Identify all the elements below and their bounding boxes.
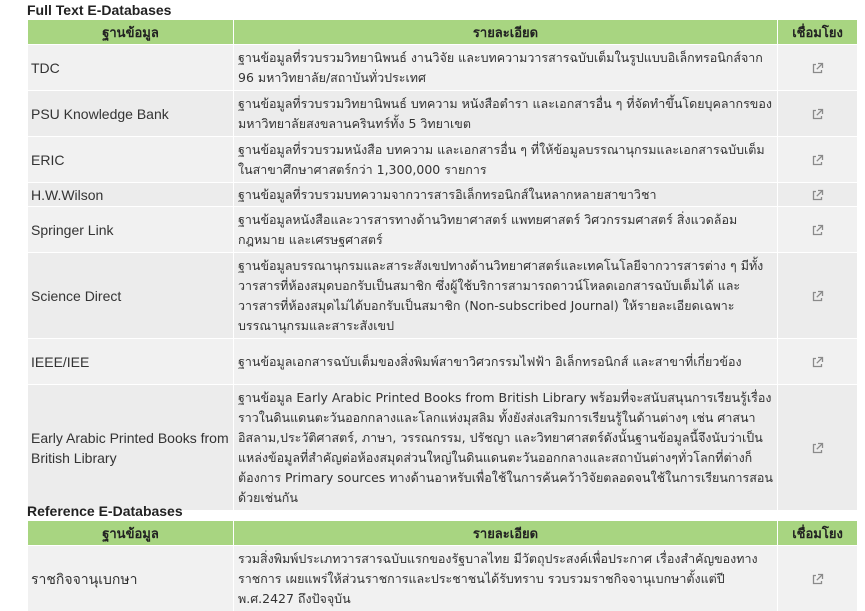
external-link-icon[interactable] bbox=[811, 442, 824, 455]
database-detail: ฐานข้อมูลเอกสารฉบับเต็มของสิ่งพิมพ์สาขาวิศวกรรมไฟฟ้า อิเล็กทรอนิกส์ และสาขาที่เกี่ยวข้อง bbox=[234, 339, 778, 385]
header-link: เชื่อมโยง bbox=[778, 521, 858, 546]
database-name: H.W.Wilson bbox=[28, 183, 234, 207]
database-name: PSU Knowledge Bank bbox=[28, 91, 234, 137]
table-row bbox=[28, 183, 858, 207]
link-cell bbox=[778, 45, 858, 91]
reference-table bbox=[27, 520, 858, 611]
database-name: ราชกิจจานุเบกษา bbox=[28, 546, 234, 611]
header-name: ฐานข้อมูล bbox=[28, 521, 234, 546]
header-detail: รายละเอียด bbox=[234, 20, 778, 45]
external-link-icon[interactable] bbox=[811, 62, 824, 75]
external-link-icon[interactable] bbox=[811, 224, 824, 237]
database-name: Early Arabic Printed Books from British Library bbox=[28, 385, 234, 511]
link-cell bbox=[778, 207, 858, 253]
external-link-icon[interactable] bbox=[811, 356, 824, 369]
header-link: เชื่อมโยง bbox=[778, 20, 858, 45]
full-text-table bbox=[27, 19, 858, 511]
database-detail: ฐานข้อมูลบรรณานุกรมและสาระสังเขปทางด้านวิทยาศาสตร์และเทคโนโลยีจากวารสารต่าง ๆ มีทั้งวารสารที่ห้องสมุดบอกรับเป็นสมาชิก ซึ่งผู้ใช้บริการสามารถดาวน์โหลดเอกสารฉบับเต็มได้ และวารสารที่ห้องสมุดไม่ได้บอกรับเป็นสมาชิก (Non-subscribed Journal) ให้รายละเอียดเฉพาะบรรณานุกรมและสาระสังเขป bbox=[234, 253, 778, 339]
external-link-icon[interactable] bbox=[811, 154, 824, 167]
section-title-full-text: Full Text E-Databases bbox=[27, 2, 172, 18]
link-cell bbox=[778, 253, 858, 339]
database-name: Springer Link bbox=[28, 207, 234, 253]
table-row bbox=[28, 137, 858, 183]
table-row bbox=[28, 253, 858, 339]
database-detail: ฐานข้อมูลที่รวบรวมหนังสือ บทความ และเอกสารอื่น ๆ ที่ให้ข้อมูลบรรณานุกรมและเอกสารฉบับเต็มในสาขาศึกษาศาสตร์กว่า 1,300,000 รายการ bbox=[234, 137, 778, 183]
table-row bbox=[28, 91, 858, 137]
external-link-icon[interactable] bbox=[811, 573, 824, 586]
external-link-icon[interactable] bbox=[811, 189, 824, 202]
database-name: ERIC bbox=[28, 137, 234, 183]
database-detail: ฐานข้อมูลที่รวบรวมวิทยานิพนธ์ บทความ หนังสือตำรา และเอกสารอื่น ๆ ที่จัดทำขึ้นโดยบุคลากรของมหาวิทยาลัยสงขลานครินทร์ทั้ง 5 วิทยาเขต bbox=[234, 91, 778, 137]
table-row bbox=[28, 385, 858, 511]
section-title-reference: Reference E-Databases bbox=[27, 503, 183, 519]
header-detail: รายละเอียด bbox=[234, 521, 778, 546]
table-row bbox=[28, 339, 858, 385]
link-cell bbox=[778, 385, 858, 511]
table-row bbox=[28, 207, 858, 253]
external-link-icon[interactable] bbox=[811, 290, 824, 303]
link-cell bbox=[778, 91, 858, 137]
header-name: ฐานข้อมูล bbox=[28, 20, 234, 45]
external-link-icon[interactable] bbox=[811, 108, 824, 121]
link-cell bbox=[778, 546, 858, 611]
database-detail: ฐานข้อมูลหนังสือและวารสารทางด้านวิทยาศาสตร์ แพทยศาสตร์ วิศวกรรมศาสตร์ สิ่งแวดล้อม กฎหมาย และเศรษฐศาสตร์ bbox=[234, 207, 778, 253]
database-detail: ฐานข้อมูลที่รวบรวมวิทยานิพนธ์ งานวิจัย และบทความวารสารฉบับเต็มในรูปแบบอิเล็กทรอนิกส์จาก 96 มหาวิทยาลัย/สถาบันทั่วประเทศ bbox=[234, 45, 778, 91]
link-cell bbox=[778, 137, 858, 183]
database-name: Science Direct bbox=[28, 253, 234, 339]
database-detail: ฐานข้อมูล Early Arabic Printed Books from British Library พร้อมที่จะสนับสนุนการเรียนรู้เรื่องราวในดินแดนตะวันออกกลางและโลกแห่งมุสลิม ทั้งยังส่งเสริมการเรียนรู้ในด้านต่างๆ เช่น ศาสนาอิสลาม,ประวัติศาสตร์, ภาษา, วรรณกรรม, ปรัชญา และวิทยาศาสตร์ดังนั้นฐานข้อมูลนี้จึงนับว่าเป็นแหล่งข้อมูลที่สำคัญต่อห้องสมุดส่วนใหญ่ในดินแดนตะวันออกกลางและสถาบันต่างๆทั่วโลกที่ต่างก็ต้องการ Primary sources ทางด้านอาหรับเพื่อใช้ในการค้นคว้าวิจัยตลอดจนใช้ในการเรียนการสอนด้วยเช่นกัน bbox=[234, 385, 778, 511]
link-cell bbox=[778, 339, 858, 385]
database-detail: ฐานข้อมูลที่รวบรวมบทความจากวารสารอิเล็กทรอนิกส์ในหลากหลายสาขาวิชา bbox=[234, 183, 778, 207]
table-header-row bbox=[28, 20, 858, 45]
database-name: TDC bbox=[28, 45, 234, 91]
link-cell bbox=[778, 183, 858, 207]
table-row bbox=[28, 45, 858, 91]
table-header-row bbox=[28, 521, 858, 546]
database-name: IEEE/IEE bbox=[28, 339, 234, 385]
table-row bbox=[28, 546, 858, 611]
database-detail: รวมสิ่งพิมพ์ประเภทวารสารฉบับแรกของรัฐบาลไทย มีวัตถุประสงค์เพื่อประกาศ เรื่องสำคัญของทางราชการ เผยแพร่ให้ส่วนราชการและประชาชนได้รับทราบ รวบรวมราชกิจจานุเบกษาตั้งแต่ปี พ.ศ.2427 ถึงปัจจุบัน bbox=[234, 546, 778, 611]
